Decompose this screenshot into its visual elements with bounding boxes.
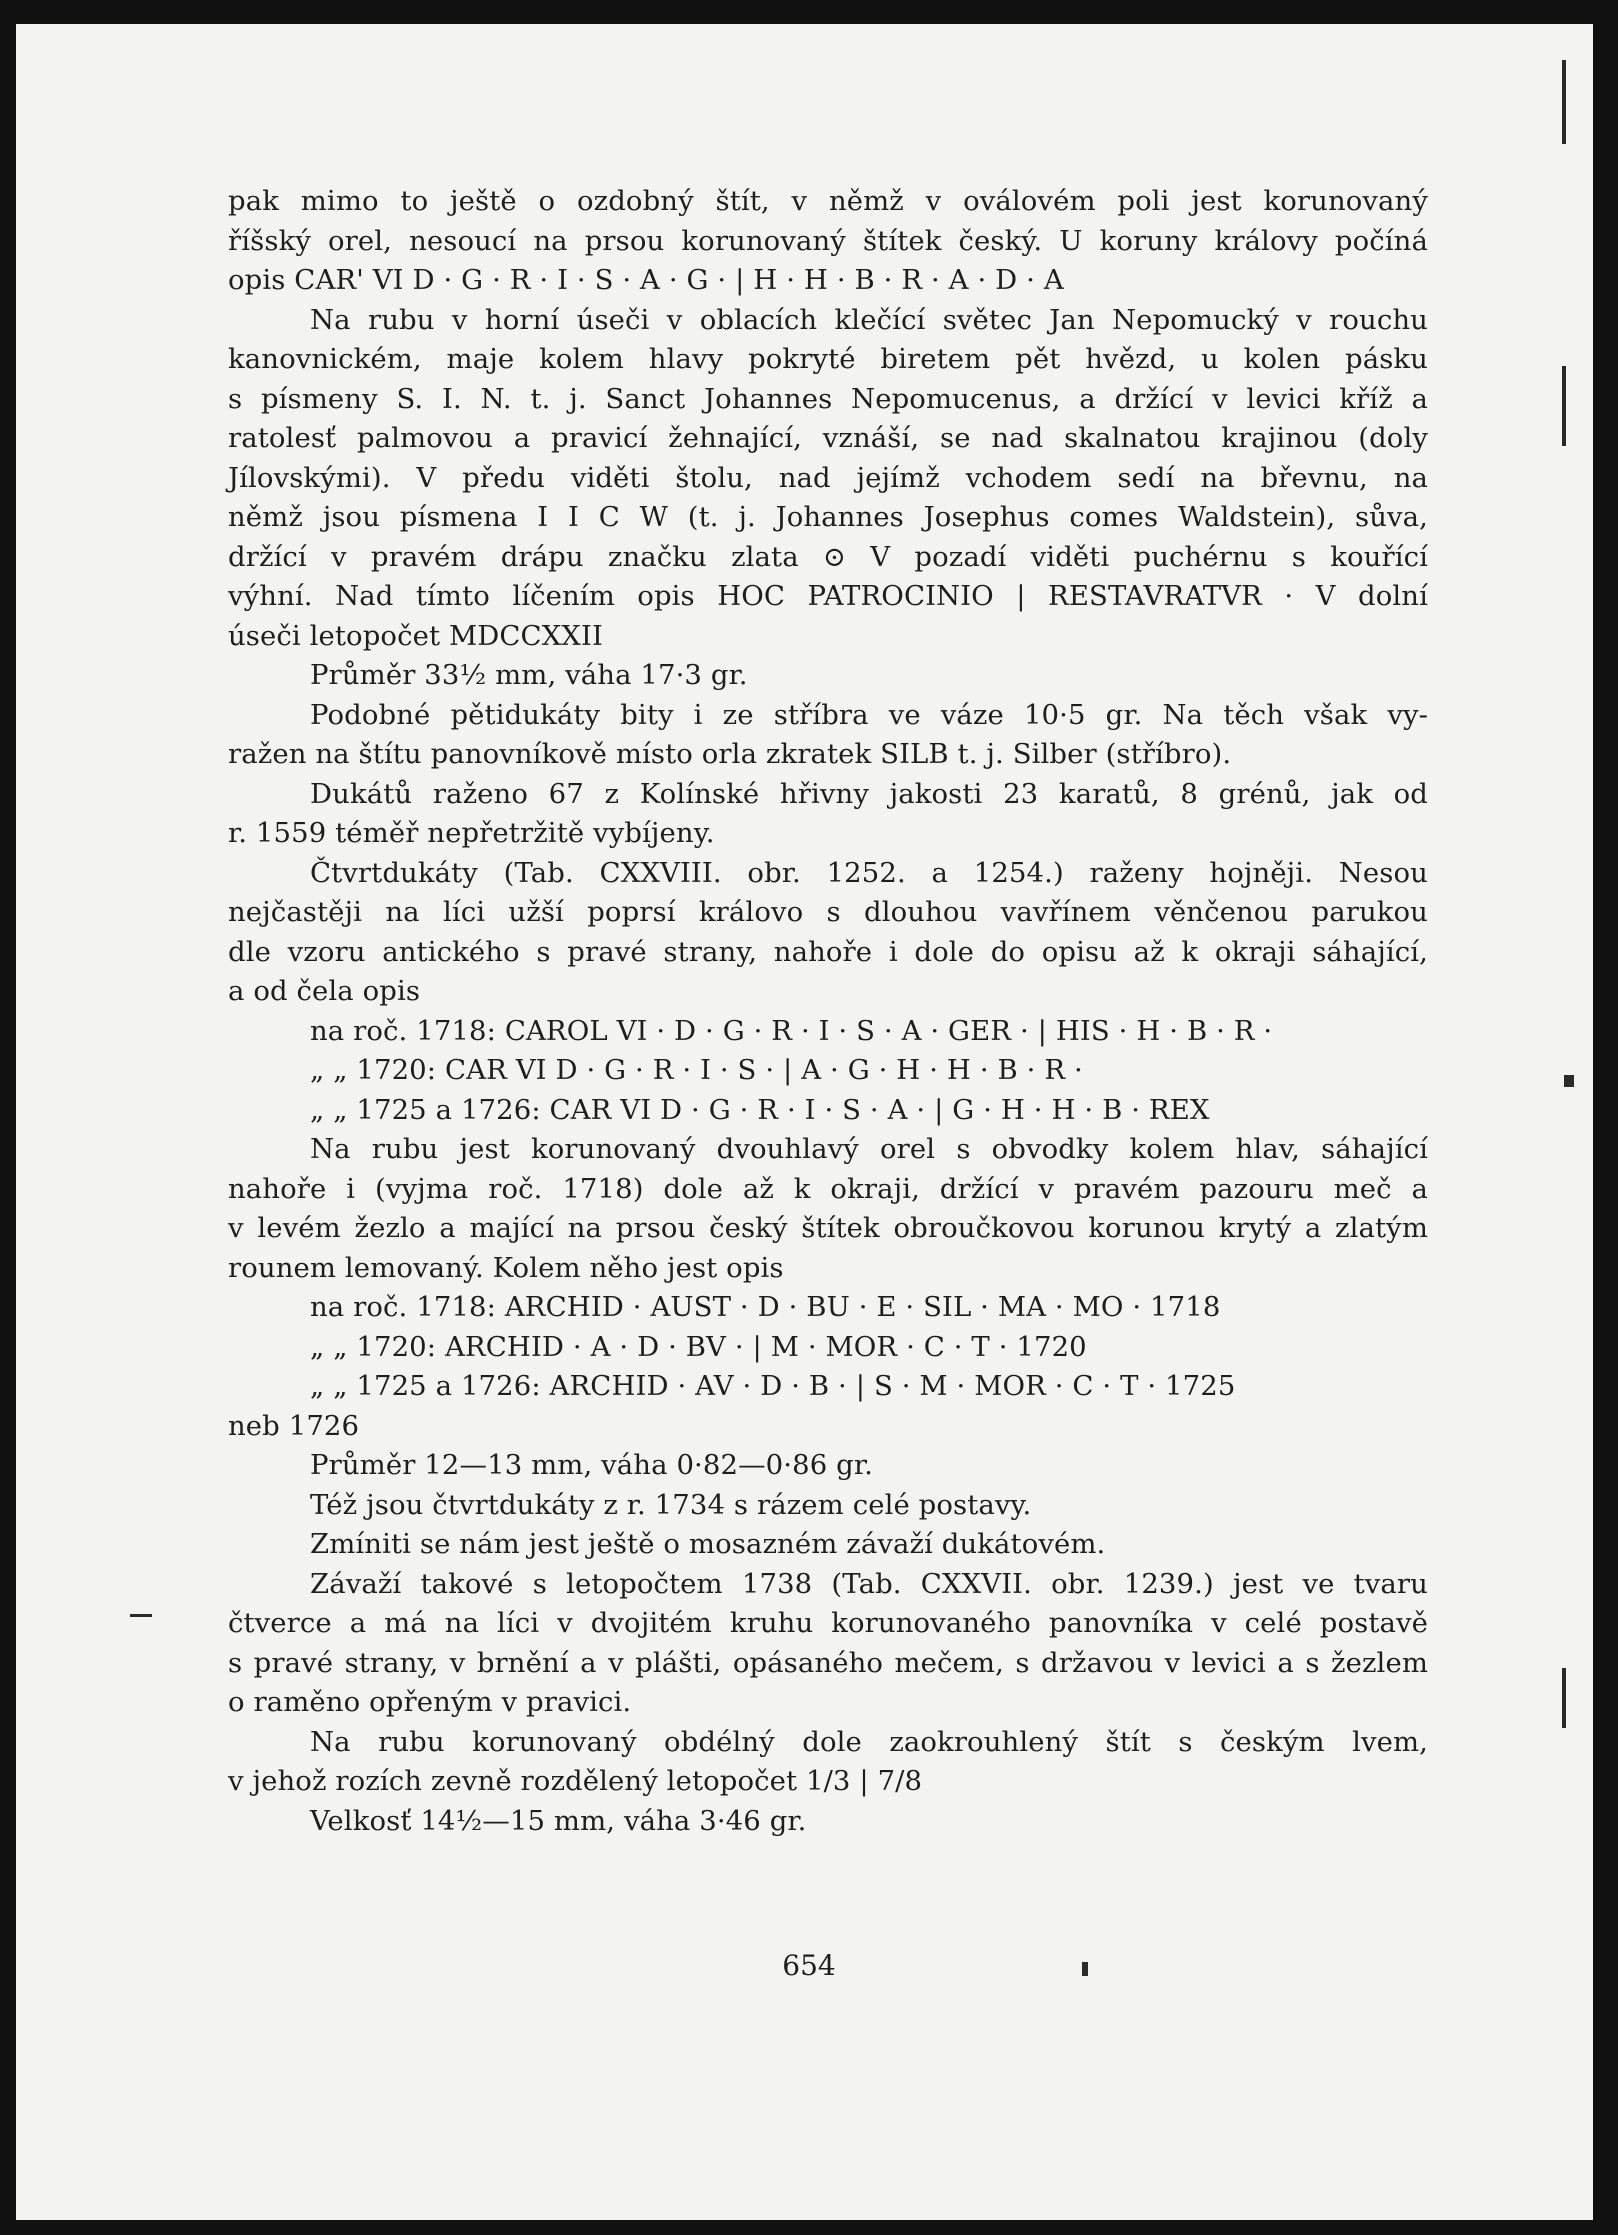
text-line: neb 1726 <box>228 1409 360 1442</box>
text-line: držící v pravém drápu značku zlata ⊙ V pozadí viděti puchérnu s kouřící <box>228 540 1428 573</box>
inscription-line: na roč. 1718: CAROL VI · D · G · R · I · S · A · GER · | HIS · H · B · R · <box>310 1014 1273 1047</box>
text-line: čtverce a má na líci v dvojitém kruhu korunovaného panovníka v celé postavě <box>228 1607 1428 1639</box>
text-line: v levém žezlo a mající na prsou český štítek obroučkovou korunou krytý a zlatým <box>228 1212 1428 1244</box>
text-line: s písmeny S. I. N. t. j. Sanct Johannes Nepomucenus, a držící v levici kříž a <box>228 382 1428 415</box>
margin-dash-left <box>130 1614 152 1617</box>
text-line: dle vzoru antického s pravé strany, nahoře i dole do opisu až k okraji sáhající, <box>228 935 1428 968</box>
text-line: Na rubu v horní úseči v oblacích klečící světec Jan Nepomucký v rouchu <box>310 303 1428 336</box>
text-line: o raměno opřeným v pravici. <box>228 1686 632 1718</box>
inscription-line: „ „ 1725 a 1726: CAR VI D · G · R · I · S · A · | G · H · H · B · REX <box>310 1093 1210 1126</box>
text-line: v jehož rozích zevně rozdělený letopočet 1/3 | 7/8 <box>228 1765 923 1797</box>
text-line: němž jsou písmena I I C W (t. j. Johannes Josephus comes Waldstein), sůva, <box>228 501 1428 533</box>
text-line: Velkosť 14½—15 mm, váha 3·46 gr. <box>310 1804 807 1837</box>
inscription-line: na roč. 1718: ARCHID · AUST · D · BU · E · SIL · MA · MO · 1718 <box>310 1291 1221 1323</box>
text-line: r. 1559 téměř nepřetržitě vybíjeny. <box>228 817 715 849</box>
text-line: říšský orel, nesoucí na prsou korunovaný štítek český. U koruny královy počíná <box>228 224 1428 257</box>
text-line: Též jsou čtvrtdukáty z r. 1734 s rázem celé postavy. <box>310 1488 1032 1521</box>
text-line: pak mimo to ještě o ozdobný štít, v němž v oválovém poli jest korunovaný <box>228 185 1428 217</box>
text-line: Na rubu korunovaný obdélný dole zaokrouhlený štít s českým lvem, <box>310 1725 1428 1758</box>
text-line: nejčastěji na líci užší poprsí královo s dlouhou vavřínem věnčenou parukou <box>228 896 1428 928</box>
text-line: Závaží takové s letopočtem 1738 (Tab. CXXVII. obr. 1239.) jest ve tvaru <box>310 1567 1428 1600</box>
page-number: 654 <box>782 1949 836 1982</box>
text-line: Podobné pětidukáty bity i ze stříbra ve váze 10·5 gr. Na těch však vy- <box>310 698 1428 731</box>
text-line: úseči letopočet MDCCXXII <box>228 619 603 652</box>
text-line: ratolesť palmovou a pravicí žehnající, vznáší, se nad skalnatou krajinou (doly <box>228 422 1428 454</box>
margin-mark-middle <box>1562 366 1566 446</box>
text-line: nahoře i (vyjma roč. 1718) dole až k okraji, držící v pravém pazouru meč a <box>228 1172 1428 1205</box>
text-line: Na rubu jest korunovaný dvouhlavý orel s obvodky kolem hlav, sáhající <box>310 1133 1428 1165</box>
text-line: Čtvrtdukáty (Tab. CXXVIII. obr. 1252. a 1254.) raženy hojněji. Nesou <box>310 856 1428 889</box>
text-line: rounem lemovaný. Kolem něho jest opis <box>228 1251 784 1284</box>
margin-mark-top <box>1562 60 1566 144</box>
text-line: opis CAR' VI D · G · R · I · S · A · G · | H · H · B · R · A · D · A <box>228 264 1064 296</box>
text-line: Dukátů raženo 67 z Kolínské hřivny jakosti 23 karatů, 8 grénů, jak od <box>310 777 1428 810</box>
inscription-line: „ „ 1725 a 1726: ARCHID · AV · D · B · | S · M · MOR · C · T · 1725 <box>310 1370 1236 1402</box>
margin-mark-bottom <box>1562 1668 1566 1728</box>
text-line: výhní. Nad tímto líčením opis HOC PATROCINIO | RESTAVRATVR · V dolní <box>228 580 1428 612</box>
body-text <box>228 182 1428 1841</box>
text-line: s pravé strany, v brnění a v plášti, opásaného mečem, s državou v levici a s žezlem <box>228 1646 1428 1679</box>
text-line: Zmíniti se nám jest ještě o mosazném závaží dukátovém. <box>310 1528 1106 1560</box>
inscription-line: „ „ 1720: ARCHID · A · D · BV · | M · MOR · C · T · 1720 <box>310 1330 1087 1363</box>
text-line: Jílovskými). V předu viděti štolu, nad jejímž vchodem sedí na břevnu, na <box>228 461 1428 494</box>
text-line: Průměr 33½ mm, váha 17·3 gr. <box>310 659 748 691</box>
inscription-line: „ „ 1720: CAR VI D · G · R · I · S · | A · G · H · H · B · R · <box>310 1054 1083 1086</box>
margin-mark-dot <box>1564 1075 1574 1087</box>
text-line: a od čela opis <box>228 975 421 1007</box>
text-line: Průměr 12—13 mm, váha 0·82—0·86 gr. <box>310 1449 873 1481</box>
text-line: ražen na štítu panovníkově místo orla zkratek SILB t. j. Silber (stříbro). <box>228 738 1232 770</box>
text-line: kanovnickém, maje kolem hlavy pokryté biretem pět hvězd, u kolen pásku <box>228 343 1428 375</box>
